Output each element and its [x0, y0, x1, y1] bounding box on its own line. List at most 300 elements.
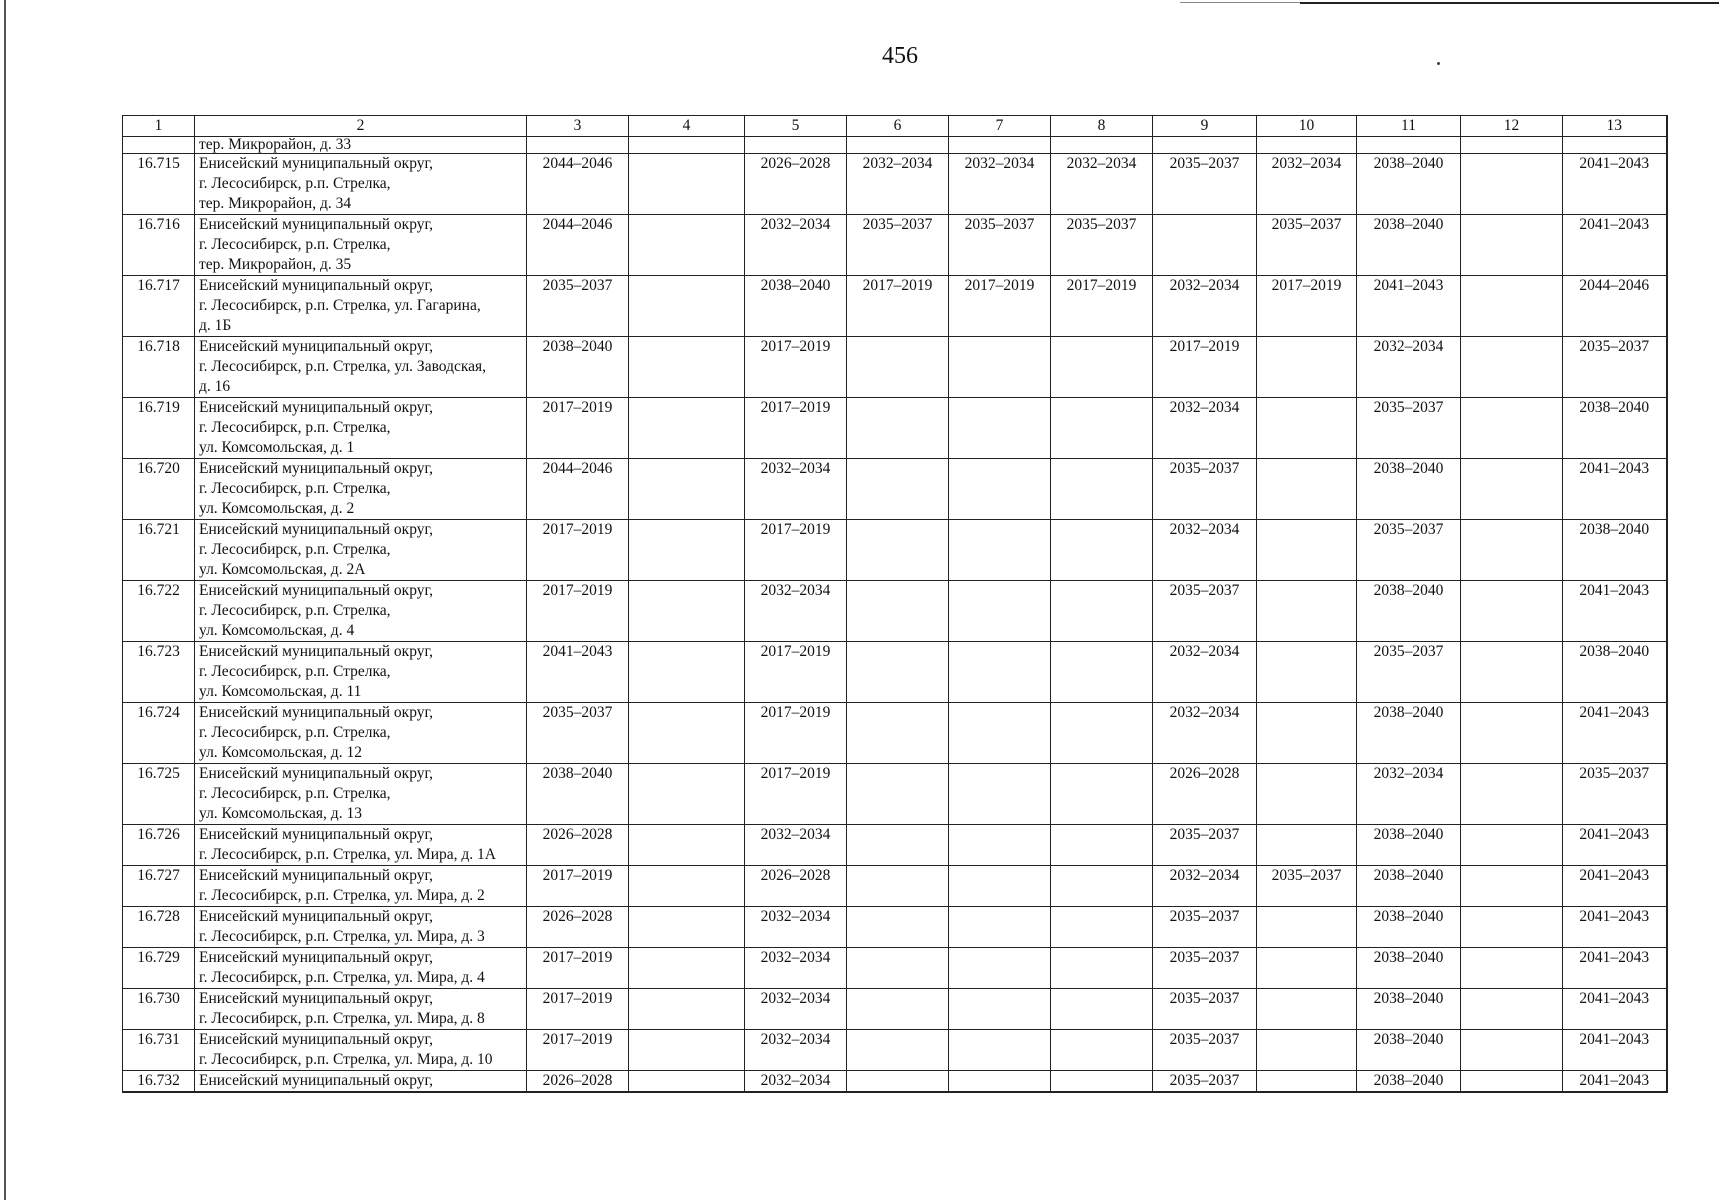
address-line: Енисейский муниципальный округ,	[199, 155, 433, 172]
address-cell	[195, 398, 527, 459]
address-line: г. Лесосибирск, р.п. Стрелка, ул. Мира, д. 8	[199, 1010, 485, 1027]
period-cell-col-6: 2035–2037	[847, 215, 949, 276]
period-cell-col-9: 2017–2019	[1153, 337, 1257, 398]
period-cell-col-4	[629, 866, 745, 907]
period-cell-col-7	[949, 459, 1051, 520]
scan-speck	[1437, 62, 1440, 65]
period-cell-col-6: 2017–2019	[847, 276, 949, 337]
period-cell-col-7	[949, 907, 1051, 948]
period-cell-col-7	[949, 137, 1051, 154]
period-cell-col-5	[745, 137, 847, 154]
period-cell-col-3: 2017–2019	[527, 866, 629, 907]
address-line: г. Лесосибирск, р.п. Стрелка,	[199, 419, 391, 436]
period-cell-col-10	[1257, 1071, 1357, 1093]
period-cell-col-12	[1461, 703, 1563, 764]
period-cell-col-9	[1153, 215, 1257, 276]
period-cell-col-5: 2032–2034	[745, 907, 847, 948]
period-cell-col-3: 2038–2040	[527, 764, 629, 825]
address-cell	[195, 989, 527, 1030]
period-cell-col-6	[847, 1030, 949, 1071]
period-cell-col-5: 2026–2028	[745, 866, 847, 907]
address-line: Енисейский муниципальный округ,	[199, 399, 433, 416]
period-cell-col-10	[1257, 642, 1357, 703]
period-cell-col-9: 2032–2034	[1153, 276, 1257, 337]
page-number: 456	[882, 43, 918, 69]
address-cell	[195, 764, 527, 825]
period-cell-col-10	[1257, 948, 1357, 989]
period-cell-col-12	[1461, 154, 1563, 215]
address-cell	[195, 907, 527, 948]
period-cell-col-6	[847, 642, 949, 703]
period-cell-col-8	[1051, 1030, 1153, 1071]
period-cell-col-8	[1051, 459, 1153, 520]
period-cell-col-8: 2035–2037	[1051, 215, 1153, 276]
period-cell-col-10	[1257, 459, 1357, 520]
period-cell-col-13: 2041–2043	[1563, 825, 1667, 866]
period-cell-col-9: 2032–2034	[1153, 703, 1257, 764]
column-header: 12	[1461, 116, 1563, 137]
period-cell-col-4	[629, 703, 745, 764]
table-row	[123, 989, 1667, 1030]
period-cell-col-4	[629, 764, 745, 825]
period-cell-col-11: 2038–2040	[1357, 1030, 1461, 1071]
period-cell-col-7: 2017–2019	[949, 276, 1051, 337]
address-line: г. Лесосибирск, р.п. Стрелка,	[199, 785, 391, 802]
address-line: д. 1Б	[199, 317, 232, 334]
address-cell	[195, 703, 527, 764]
table-row	[123, 907, 1667, 948]
address-line: г. Лесосибирск, р.п. Стрелка,	[199, 236, 391, 253]
column-header: 1	[123, 116, 195, 137]
scan-border-top	[1300, 2, 1719, 4]
column-header: 13	[1563, 116, 1667, 137]
table-row	[123, 866, 1667, 907]
row-number: 16.715	[123, 154, 195, 215]
address-line: г. Лесосибирск, р.п. Стрелка,	[199, 480, 391, 497]
period-cell-col-4	[629, 398, 745, 459]
period-cell-col-12	[1461, 581, 1563, 642]
address-line: Енисейский муниципальный округ,	[199, 643, 433, 660]
period-cell-col-3: 2044–2046	[527, 215, 629, 276]
table-row	[123, 137, 1667, 154]
period-cell-col-5: 2017–2019	[745, 398, 847, 459]
period-cell-col-12	[1461, 948, 1563, 989]
address-line: г. Лесосибирск, р.п. Стрелка, ул. Мира, д. 1А	[199, 846, 496, 863]
period-cell-col-3: 2026–2028	[527, 1071, 629, 1093]
period-cell-col-10	[1257, 764, 1357, 825]
period-cell-col-13: 2035–2037	[1563, 337, 1667, 398]
period-cell-col-9: 2032–2034	[1153, 398, 1257, 459]
period-cell-col-6	[847, 337, 949, 398]
period-cell-col-7	[949, 581, 1051, 642]
period-cell-col-11: 2035–2037	[1357, 642, 1461, 703]
period-cell-col-11: 2035–2037	[1357, 520, 1461, 581]
period-cell-col-9: 2035–2037	[1153, 989, 1257, 1030]
period-cell-col-6	[847, 581, 949, 642]
period-cell-col-13: 2041–2043	[1563, 459, 1667, 520]
period-cell-col-4	[629, 1071, 745, 1093]
period-cell-col-6	[847, 948, 949, 989]
period-cell-col-9: 2035–2037	[1153, 1071, 1257, 1093]
address-line: тер. Микрорайон, д. 33	[199, 136, 352, 153]
period-cell-col-8: 2032–2034	[1051, 154, 1153, 215]
period-cell-col-13: 2041–2043	[1563, 215, 1667, 276]
period-cell-col-10	[1257, 1030, 1357, 1071]
row-number: 16.719	[123, 398, 195, 459]
period-cell-col-11	[1357, 137, 1461, 154]
address-line: Енисейский муниципальный округ,	[199, 704, 433, 721]
period-cell-col-13: 2041–2043	[1563, 703, 1667, 764]
period-cell-col-4	[629, 989, 745, 1030]
address-line: ул. Комсомольская, д. 13	[199, 805, 362, 822]
row-number: 16.716	[123, 215, 195, 276]
period-cell-col-8	[1051, 948, 1153, 989]
address-cell	[195, 642, 527, 703]
table-row	[123, 520, 1667, 581]
row-number: 16.721	[123, 520, 195, 581]
period-cell-col-4	[629, 1030, 745, 1071]
period-cell-col-12	[1461, 137, 1563, 154]
address-line: г. Лесосибирск, р.п. Стрелка,	[199, 724, 391, 741]
table-row	[123, 215, 1667, 276]
period-cell-col-4	[629, 581, 745, 642]
address-line: г. Лесосибирск, р.п. Стрелка,	[199, 541, 391, 558]
period-cell-col-5: 2026–2028	[745, 154, 847, 215]
period-cell-col-9: 2026–2028	[1153, 764, 1257, 825]
address-line: ул. Комсомольская, д. 4	[199, 622, 355, 639]
period-cell-col-13: 2041–2043	[1563, 989, 1667, 1030]
period-cell-col-6	[847, 398, 949, 459]
address-line: тер. Микрорайон, д. 34	[199, 195, 352, 212]
address-line: г. Лесосибирск, р.п. Стрелка, ул. Мира, д. 2	[199, 887, 485, 904]
period-cell-col-7	[949, 703, 1051, 764]
period-cell-col-6	[847, 1071, 949, 1093]
table-row	[123, 948, 1667, 989]
period-cell-col-13: 2041–2043	[1563, 866, 1667, 907]
period-cell-col-7	[949, 1030, 1051, 1071]
period-cell-col-8	[1051, 703, 1153, 764]
period-cell-col-7	[949, 642, 1051, 703]
address-line: г. Лесосибирск, р.п. Стрелка, ул. Мира, д. 10	[199, 1051, 493, 1068]
period-cell-col-8	[1051, 989, 1153, 1030]
table-body	[123, 137, 1667, 1093]
address-line: Енисейский муниципальный округ,	[199, 908, 433, 925]
period-cell-col-9: 2035–2037	[1153, 948, 1257, 989]
row-number	[123, 137, 195, 154]
table-row	[123, 581, 1667, 642]
row-number: 16.730	[123, 989, 195, 1030]
period-cell-col-13: 2041–2043	[1563, 1071, 1667, 1093]
period-cell-col-10	[1257, 337, 1357, 398]
address-line: д. 16	[199, 378, 231, 395]
address-cell	[195, 948, 527, 989]
period-cell-col-9: 2032–2034	[1153, 642, 1257, 703]
period-cell-col-13: 2044–2046	[1563, 276, 1667, 337]
period-cell-col-4	[629, 137, 745, 154]
table-row	[123, 337, 1667, 398]
column-header: 6	[847, 116, 949, 137]
period-cell-col-3: 2017–2019	[527, 398, 629, 459]
period-cell-col-8	[1051, 825, 1153, 866]
scan-border-left	[4, 0, 6, 1200]
period-cell-col-10	[1257, 581, 1357, 642]
address-cell	[195, 215, 527, 276]
address-line: Енисейский муниципальный округ,	[199, 338, 433, 355]
address-cell	[195, 137, 527, 154]
period-cell-col-11: 2038–2040	[1357, 907, 1461, 948]
address-line: Енисейский муниципальный округ,	[199, 460, 433, 477]
period-cell-col-13: 2038–2040	[1563, 520, 1667, 581]
row-number: 16.722	[123, 581, 195, 642]
period-cell-col-12	[1461, 276, 1563, 337]
row-number: 16.728	[123, 907, 195, 948]
period-cell-col-9: 2035–2037	[1153, 907, 1257, 948]
row-number: 16.720	[123, 459, 195, 520]
period-cell-col-4	[629, 825, 745, 866]
address-cell	[195, 825, 527, 866]
address-line: ул. Комсомольская, д. 2	[199, 500, 355, 517]
period-cell-col-9: 2032–2034	[1153, 520, 1257, 581]
period-cell-col-5: 2032–2034	[745, 215, 847, 276]
period-cell-col-5: 2032–2034	[745, 1030, 847, 1071]
period-cell-col-3: 2044–2046	[527, 459, 629, 520]
address-line: Енисейский муниципальный округ,	[199, 1072, 433, 1089]
period-cell-col-11: 2038–2040	[1357, 154, 1461, 215]
period-cell-col-8	[1051, 866, 1153, 907]
row-number: 16.718	[123, 337, 195, 398]
address-line: Енисейский муниципальный округ,	[199, 765, 433, 782]
address-line: г. Лесосибирск, р.п. Стрелка,	[199, 602, 391, 619]
period-cell-col-3: 2017–2019	[527, 989, 629, 1030]
address-line: Енисейский муниципальный округ,	[199, 216, 433, 233]
address-line: г. Лесосибирск, р.п. Стрелка, ул. Заводская,	[199, 358, 487, 375]
period-cell-col-3: 2017–2019	[527, 520, 629, 581]
period-cell-col-8	[1051, 337, 1153, 398]
period-cell-col-8	[1051, 642, 1153, 703]
period-cell-col-8	[1051, 581, 1153, 642]
period-cell-col-3: 2017–2019	[527, 581, 629, 642]
period-cell-col-6	[847, 137, 949, 154]
row-number: 16.732	[123, 1071, 195, 1093]
period-cell-col-3: 2017–2019	[527, 1030, 629, 1071]
period-cell-col-9: 2035–2037	[1153, 825, 1257, 866]
address-line: Енисейский муниципальный округ,	[199, 277, 433, 294]
schedule-table	[122, 115, 1668, 1093]
period-cell-col-4	[629, 276, 745, 337]
period-cell-col-5: 2032–2034	[745, 989, 847, 1030]
period-cell-col-13: 2041–2043	[1563, 948, 1667, 989]
period-cell-col-4	[629, 642, 745, 703]
period-cell-col-7	[949, 989, 1051, 1030]
address-line: г. Лесосибирск, р.п. Стрелка,	[199, 663, 391, 680]
address-cell	[195, 866, 527, 907]
address-line: г. Лесосибирск, р.п. Стрелка, ул. Мира, д. 3	[199, 928, 485, 945]
address-cell	[195, 581, 527, 642]
period-cell-col-10	[1257, 907, 1357, 948]
address-line: тер. Микрорайон, д. 35	[199, 256, 352, 273]
period-cell-col-6	[847, 459, 949, 520]
period-cell-col-12	[1461, 642, 1563, 703]
period-cell-col-10	[1257, 398, 1357, 459]
period-cell-col-11: 2032–2034	[1357, 337, 1461, 398]
address-line: Енисейский муниципальный округ,	[199, 990, 433, 1007]
period-cell-col-11: 2041–2043	[1357, 276, 1461, 337]
period-cell-col-6: 2032–2034	[847, 154, 949, 215]
address-line: ул. Комсомольская, д. 11	[199, 683, 362, 700]
period-cell-col-9: 2035–2037	[1153, 154, 1257, 215]
address-line: Енисейский муниципальный округ,	[199, 582, 433, 599]
period-cell-col-4	[629, 459, 745, 520]
period-cell-col-7	[949, 337, 1051, 398]
period-cell-col-3: 2026–2028	[527, 907, 629, 948]
period-cell-col-6	[847, 703, 949, 764]
row-number: 16.725	[123, 764, 195, 825]
period-cell-col-12	[1461, 337, 1563, 398]
period-cell-col-10	[1257, 825, 1357, 866]
period-cell-col-4	[629, 215, 745, 276]
column-number-header-row	[123, 116, 1667, 137]
period-cell-col-7: 2032–2034	[949, 154, 1051, 215]
period-cell-col-12	[1461, 866, 1563, 907]
period-cell-col-12	[1461, 1030, 1563, 1071]
period-cell-col-10: 2032–2034	[1257, 154, 1357, 215]
period-cell-col-12	[1461, 907, 1563, 948]
period-cell-col-10: 2035–2037	[1257, 215, 1357, 276]
period-cell-col-7: 2035–2037	[949, 215, 1051, 276]
period-cell-col-5: 2032–2034	[745, 825, 847, 866]
period-cell-col-6	[847, 907, 949, 948]
period-cell-col-6	[847, 989, 949, 1030]
period-cell-col-11: 2035–2037	[1357, 398, 1461, 459]
period-cell-col-13: 2038–2040	[1563, 642, 1667, 703]
address-line: Енисейский муниципальный округ,	[199, 521, 433, 538]
period-cell-col-8: 2017–2019	[1051, 276, 1153, 337]
address-cell	[195, 154, 527, 215]
period-cell-col-5: 2017–2019	[745, 337, 847, 398]
table-row	[123, 1071, 1667, 1093]
period-cell-col-12	[1461, 215, 1563, 276]
row-number: 16.724	[123, 703, 195, 764]
address-line: Енисейский муниципальный округ,	[199, 867, 433, 884]
column-header: 11	[1357, 116, 1461, 137]
period-cell-col-13: 2038–2040	[1563, 398, 1667, 459]
period-cell-col-10	[1257, 137, 1357, 154]
period-cell-col-9	[1153, 137, 1257, 154]
period-cell-col-9: 2035–2037	[1153, 1030, 1257, 1071]
column-header: 8	[1051, 116, 1153, 137]
period-cell-col-6	[847, 520, 949, 581]
period-cell-col-4	[629, 337, 745, 398]
period-cell-col-11: 2038–2040	[1357, 948, 1461, 989]
period-cell-col-6	[847, 866, 949, 907]
period-cell-col-13: 2041–2043	[1563, 1030, 1667, 1071]
period-cell-col-11: 2038–2040	[1357, 866, 1461, 907]
column-header: 4	[629, 116, 745, 137]
column-header: 5	[745, 116, 847, 137]
row-number: 16.726	[123, 825, 195, 866]
period-cell-col-3: 2035–2037	[527, 703, 629, 764]
period-cell-col-5: 2032–2034	[745, 1071, 847, 1093]
period-cell-col-7	[949, 764, 1051, 825]
period-cell-col-8	[1051, 398, 1153, 459]
address-cell	[195, 459, 527, 520]
period-cell-col-8	[1051, 137, 1153, 154]
row-number: 16.727	[123, 866, 195, 907]
period-cell-col-7	[949, 825, 1051, 866]
address-line: Енисейский муниципальный округ,	[199, 1031, 433, 1048]
period-cell-col-7	[949, 866, 1051, 907]
address-line: г. Лесосибирск, р.п. Стрелка, ул. Мира, д. 4	[199, 969, 485, 986]
address-line: ул. Комсомольская, д. 1	[199, 439, 355, 456]
row-number: 16.717	[123, 276, 195, 337]
table-row	[123, 825, 1667, 866]
period-cell-col-5: 2017–2019	[745, 520, 847, 581]
table-row	[123, 154, 1667, 215]
period-cell-col-13: 2041–2043	[1563, 907, 1667, 948]
period-cell-col-11: 2038–2040	[1357, 703, 1461, 764]
address-line: ул. Комсомольская, д. 12	[199, 744, 362, 761]
column-header: 10	[1257, 116, 1357, 137]
period-cell-col-4	[629, 948, 745, 989]
column-header: 7	[949, 116, 1051, 137]
period-cell-col-12	[1461, 1071, 1563, 1093]
table-row	[123, 764, 1667, 825]
period-cell-col-11: 2038–2040	[1357, 989, 1461, 1030]
period-cell-col-7	[949, 948, 1051, 989]
table-row	[123, 459, 1667, 520]
table-row	[123, 398, 1667, 459]
address-cell	[195, 1071, 527, 1093]
address-line: Енисейский муниципальный округ,	[199, 949, 433, 966]
period-cell-col-6	[847, 764, 949, 825]
column-header: 9	[1153, 116, 1257, 137]
period-cell-col-3: 2041–2043	[527, 642, 629, 703]
period-cell-col-12	[1461, 459, 1563, 520]
row-number: 16.723	[123, 642, 195, 703]
period-cell-col-3: 2038–2040	[527, 337, 629, 398]
column-header: 2	[195, 116, 527, 137]
period-cell-col-7	[949, 520, 1051, 581]
period-cell-col-4	[629, 154, 745, 215]
period-cell-col-5: 2017–2019	[745, 703, 847, 764]
period-cell-col-5: 2032–2034	[745, 459, 847, 520]
address-line: ул. Комсомольская, д. 2А	[199, 561, 366, 578]
address-cell	[195, 337, 527, 398]
period-cell-col-5: 2017–2019	[745, 642, 847, 703]
period-cell-col-10	[1257, 989, 1357, 1030]
period-cell-col-4	[629, 520, 745, 581]
period-cell-col-8	[1051, 907, 1153, 948]
address-line: г. Лесосибирск, р.п. Стрелка, ул. Гагарина,	[199, 297, 481, 314]
address-line: г. Лесосибирск, р.п. Стрелка,	[199, 175, 391, 192]
period-cell-col-4	[629, 907, 745, 948]
period-cell-col-7	[949, 398, 1051, 459]
period-cell-col-10	[1257, 520, 1357, 581]
period-cell-col-5: 2032–2034	[745, 581, 847, 642]
period-cell-col-13: 2035–2037	[1563, 764, 1667, 825]
period-cell-col-6	[847, 825, 949, 866]
period-cell-col-3: 2044–2046	[527, 154, 629, 215]
period-cell-col-13: 2041–2043	[1563, 154, 1667, 215]
address-cell	[195, 1030, 527, 1071]
period-cell-col-12	[1461, 764, 1563, 825]
period-cell-col-10: 2017–2019	[1257, 276, 1357, 337]
period-cell-col-8	[1051, 520, 1153, 581]
period-cell-col-11: 2038–2040	[1357, 459, 1461, 520]
row-number: 16.731	[123, 1030, 195, 1071]
table-row	[123, 703, 1667, 764]
period-cell-col-11: 2032–2034	[1357, 764, 1461, 825]
